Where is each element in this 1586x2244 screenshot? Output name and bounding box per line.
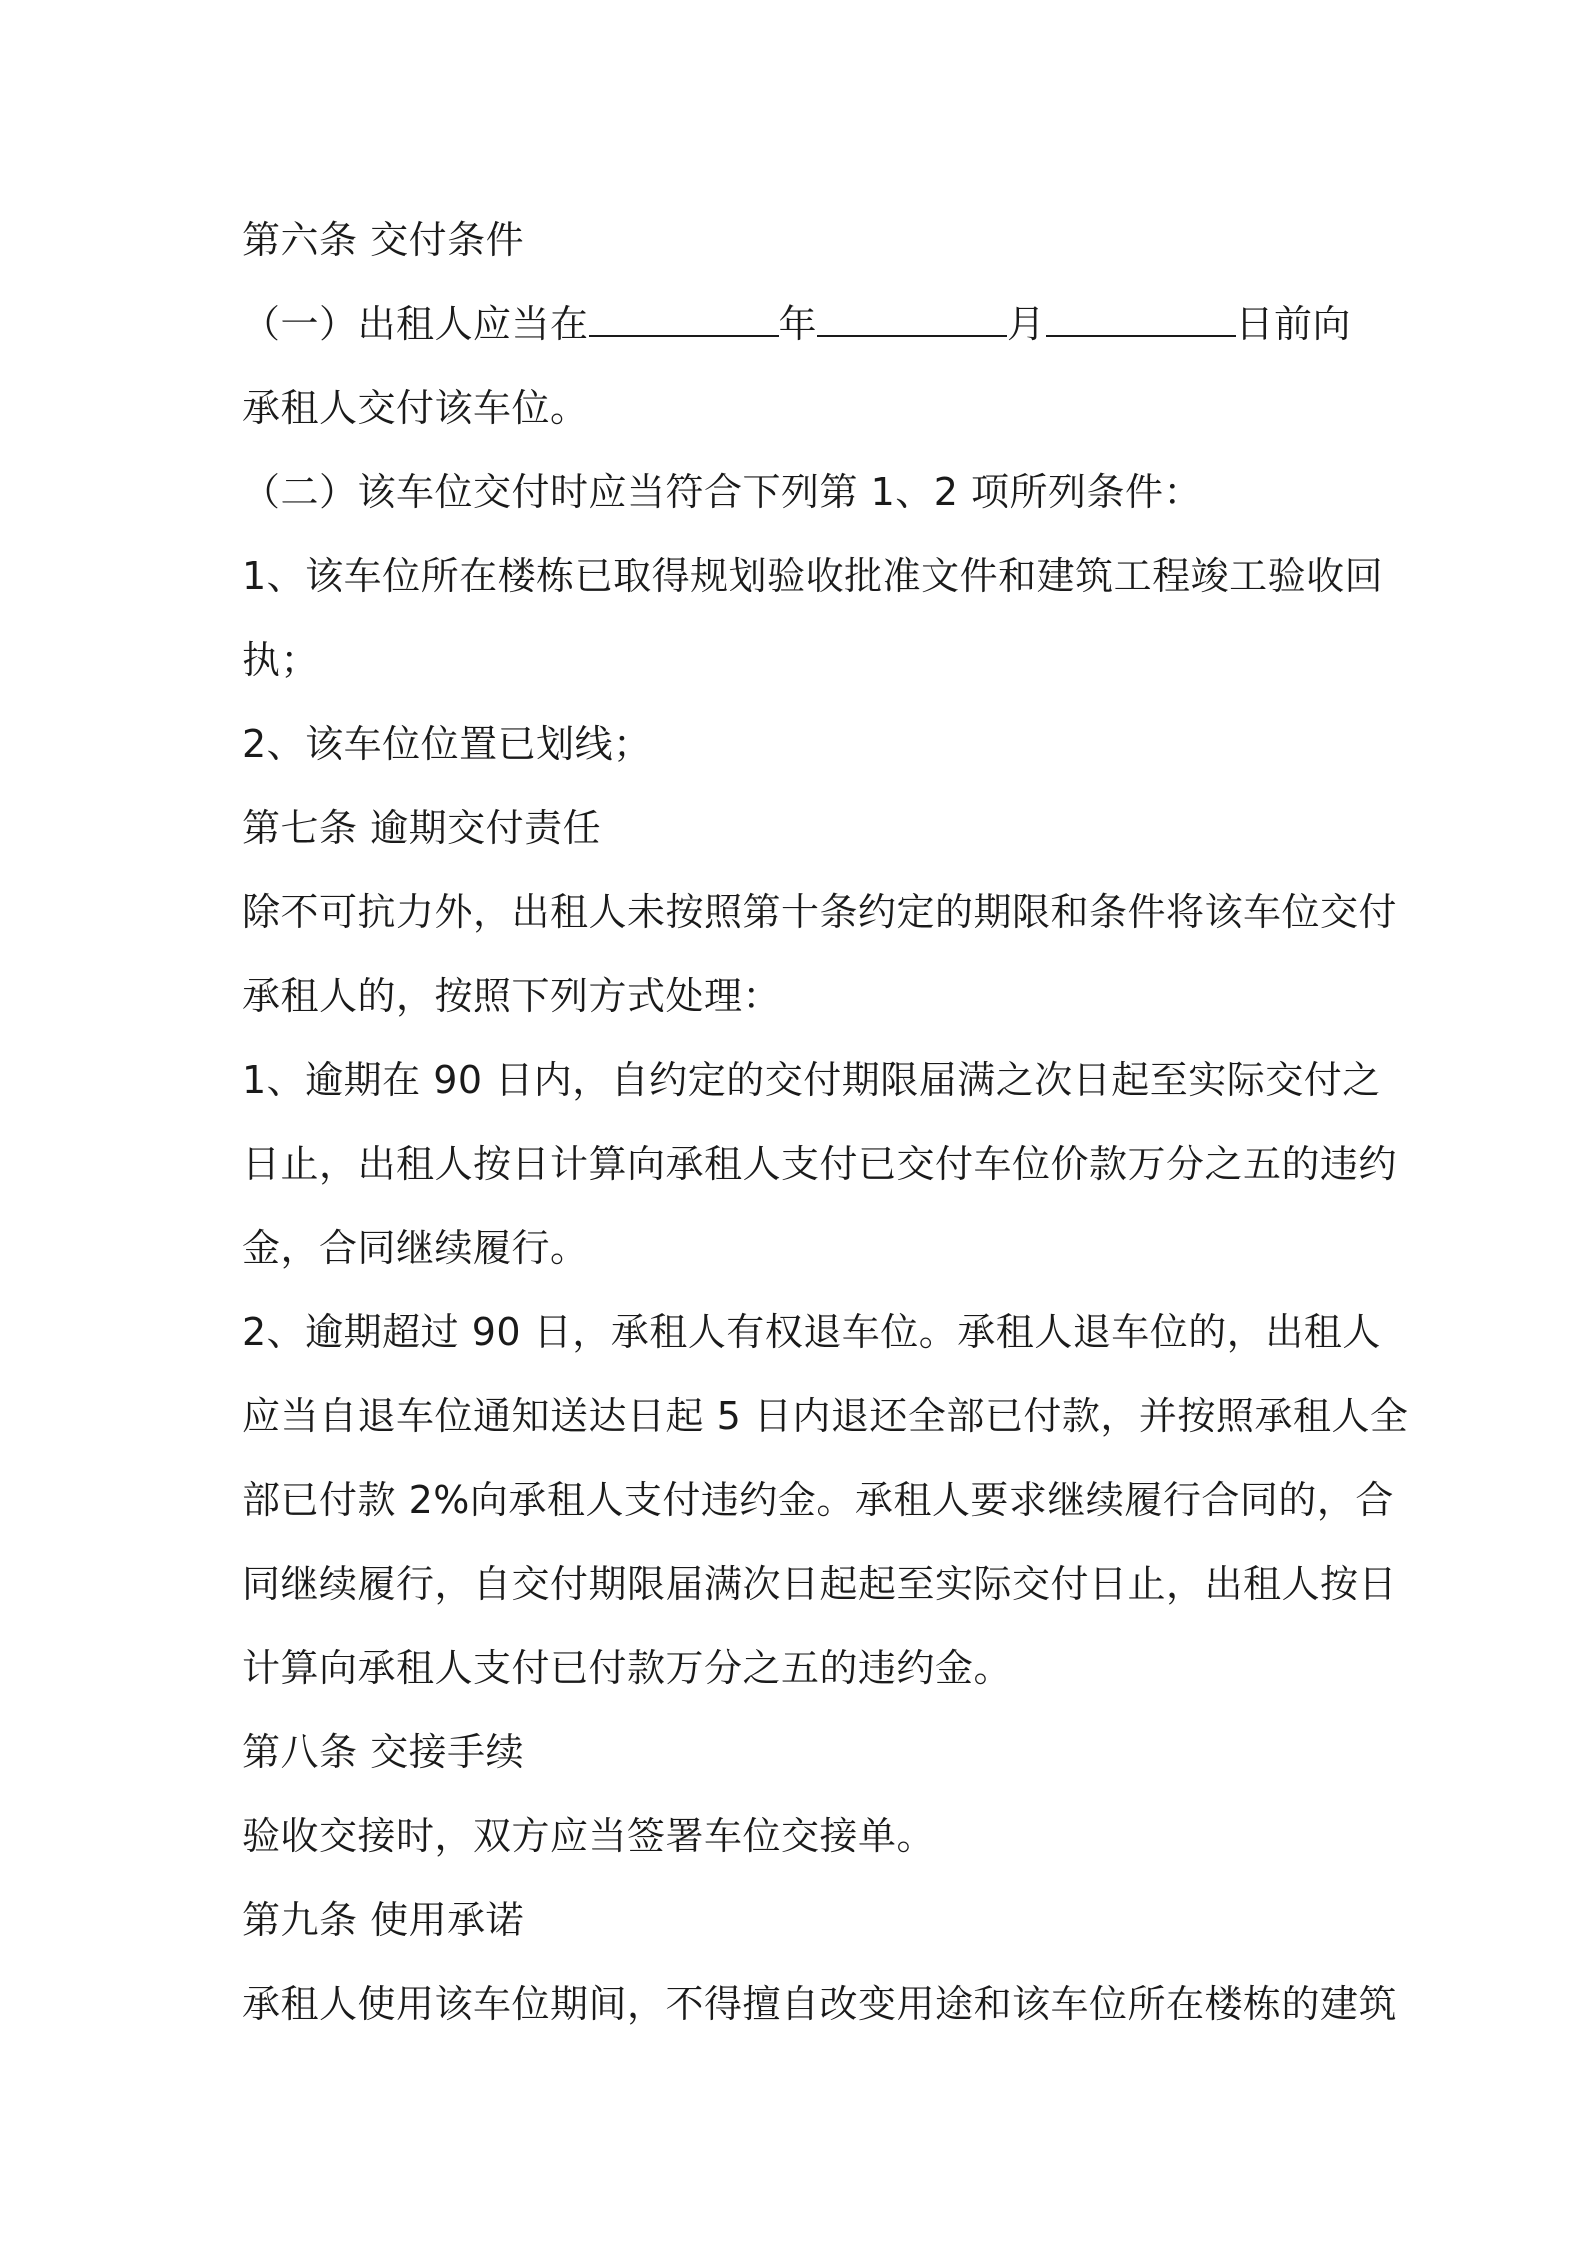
article-8-body: 验收交接时，双方应当签署车位交接单。 [242,1814,936,1858]
article-9-title: 第九条 使用承诺 [242,1898,525,1942]
article-7-item-2-line-3: 部已付款 2%向承租人支付违约金。承租人要求继续履行合同的，合 [242,1478,1394,1522]
article-6-clause-1 [242,282,1352,366]
article-7-title: 第七条 逾期交付责任 [242,806,602,850]
article-7-item-2-line-4: 同继续履行，自交付期限届满次日起起至实际交付日止，出租人按日 [242,1562,1398,1606]
day-label: 日前向 [1235,302,1352,346]
contract-text [242,198,1409,2046]
article-7-item-2-line-5: 计算向承租人支付已付款万分之五的违约金。 [242,1646,1013,1690]
article-6-clause-2: （二）该车位交付时应当符合下列第 1、2 项所列条件： [242,470,1203,514]
day-blank [1046,305,1236,337]
article-6-title: 第六条 交付条件 [242,218,525,262]
clause-1-text: （一）出租人应当在 [242,302,589,346]
article-8-title: 第八条 交接手续 [242,1730,525,1774]
year-blank [589,305,779,337]
article-7-intro-line-2: 承租人的，按照下列方式处理： [242,974,782,1018]
article-7-item-1-line-2: 日止，出租人按日计算向承租人支付已交付车位价款万分之五的违约 [242,1142,1398,1186]
article-6-item-2: 2、该车位位置已划线； [242,722,652,766]
article-6-item-1-line-2: 执； [242,638,320,682]
year-label: 年 [778,302,818,346]
article-7-item-1-line-3: 金，合同继续履行。 [242,1226,589,1270]
article-7-item-1-line-1: 1、逾期在 90 日内，自约定的交付期限届满之次日起至实际交付之 [242,1058,1381,1102]
article-6-clause-1-cont: 承租人交付该车位。 [242,386,589,430]
month-label: 月 [1007,302,1046,346]
article-7-item-2-line-1: 2、逾期超过 90 日，承租人有权退车位。承租人退车位的，出租人 [242,1310,1381,1354]
article-7-item-2-line-2: 应当自退车位通知送达日起 5 日内退还全部已付款，并按照承租人全 [242,1394,1409,1438]
article-7-intro-line-1: 除不可抗力外，出租人未按照第十条约定的期限和条件将该车位交付 [242,890,1398,934]
article-9-body-line-1: 承租人使用该车位期间，不得擅自改变用途和该车位所在楼栋的建筑 [242,1982,1398,2026]
article-6-item-1-line-1: 1、该车位所在楼栋已取得规划验收批准文件和建筑工程竣工验收回 [242,554,1384,598]
month-blank [817,305,1007,337]
